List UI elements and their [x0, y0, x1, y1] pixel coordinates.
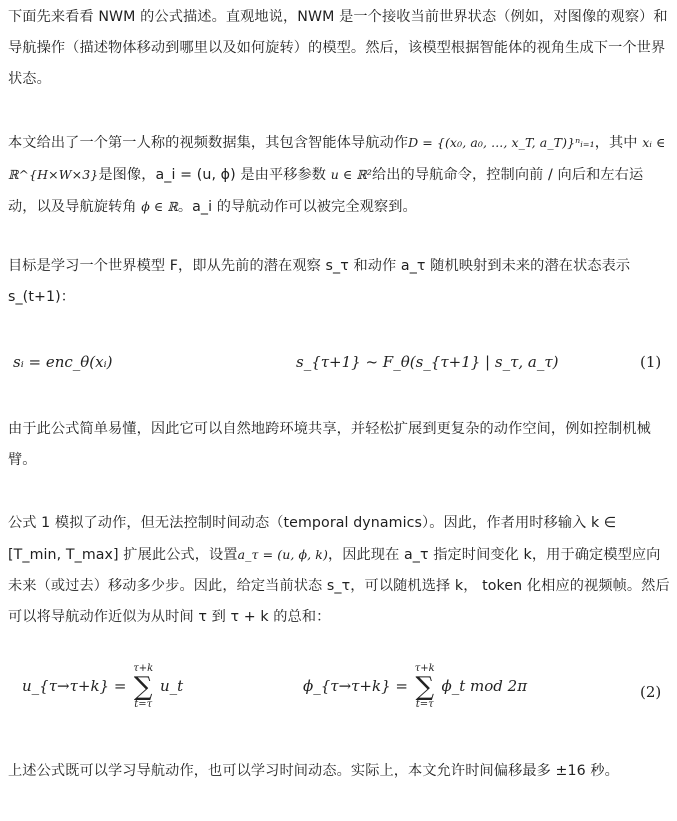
summary-paragraph: 上述公式既可以学习导航动作，也可以学习时间动态。实际上，本文允许时间偏移最多 ±16 秒。 — [8, 763, 619, 779]
math-phi: ϕ ∈ ℝ — [141, 199, 178, 214]
simplicity-paragraph: 由于此公式简单易懂，因此它可以自然地跨环境共享，并轻松扩展到更复杂的动作空间，例如控制机械臂。 — [8, 421, 651, 468]
intro-paragraph: 下面先来看看 NWM 的公式描述。直观地说，NWM 是一个接收当前世界状态（例如，对图像的观察）和导航操作（描述物体移动到哪里以及如何旋转）的模型。然后，该模型根据智能体的视角生成下一个世界状态。 — [8, 9, 668, 87]
equation-1-number: (1) — [640, 353, 662, 371]
summation-symbol: τ+k ∑ t=τ — [414, 663, 435, 710]
math-action: a_τ = (u, ϕ, k) — [237, 547, 328, 562]
math-u: u ∈ ℝ² — [330, 167, 372, 182]
math-x: xᵢ ∈ ℝ^{H×W×3} — [8, 135, 666, 182]
goal-paragraph: 目标是学习一个世界模型 F，即从先前的潜在观察 s_τ 和动作 a_τ 随机映射到未来的潜在状态表示 s_(t+1)： — [8, 258, 631, 305]
equation-1-right: s_{τ+1} ~ F_θ(s_{τ+1} | s_τ, a_τ) — [296, 353, 559, 371]
equation-2-number: (2) — [640, 683, 662, 701]
temporal-paragraph: 公式 1 模拟了动作，但无法控制时间动态（temporal dynamics）。因此，作者用时移输入 k ∈ [T_min, T_max] 扩展此公式，设置a_τ = (u, ϕ, k)，因此现在 a_τ 指定时间变化 k，用于确定模型应向未来（或过去）移动多少步。因此，给定当前状态 s_τ，可以随机选择 k， token 化相应的视频帧。然后可以将导航动作近似为从时间 τ 到 τ + k 的总和： — [8, 515, 670, 625]
equation-2-right: ϕ_{τ→τ+k} = τ+k ∑ t=τ ϕ_t mod 2π — [303, 663, 528, 710]
summation-symbol: τ+k ∑ t=τ — [133, 663, 154, 710]
equation-2-left: u_{τ→τ+k} = τ+k ∑ t=τ u_t — [22, 663, 184, 710]
dataset-paragraph: 本文给出了一个第一人称的视频数据集，其包含智能体导航动作D = {(x₀, a₀, ..., x_T, a_T)}ⁿᵢ₌₁，其中 xᵢ ∈ ℝ^{H×W×3}是图像，a_i = (u, ϕ) 是由平移参数 u ∈ ℝ²给出的导航命令，控制向前 / 向后和左右运动，以及导航旋转角 ϕ ∈ ℝ。a_i 的导航动作可以被完全观察到。 — [8, 135, 666, 215]
math-dataset: D = {(x₀, a₀, ..., x_T, a_T)}ⁿᵢ₌₁ — [408, 135, 595, 150]
equation-1-left: sᵢ = enc_θ(xᵢ) — [13, 353, 113, 371]
